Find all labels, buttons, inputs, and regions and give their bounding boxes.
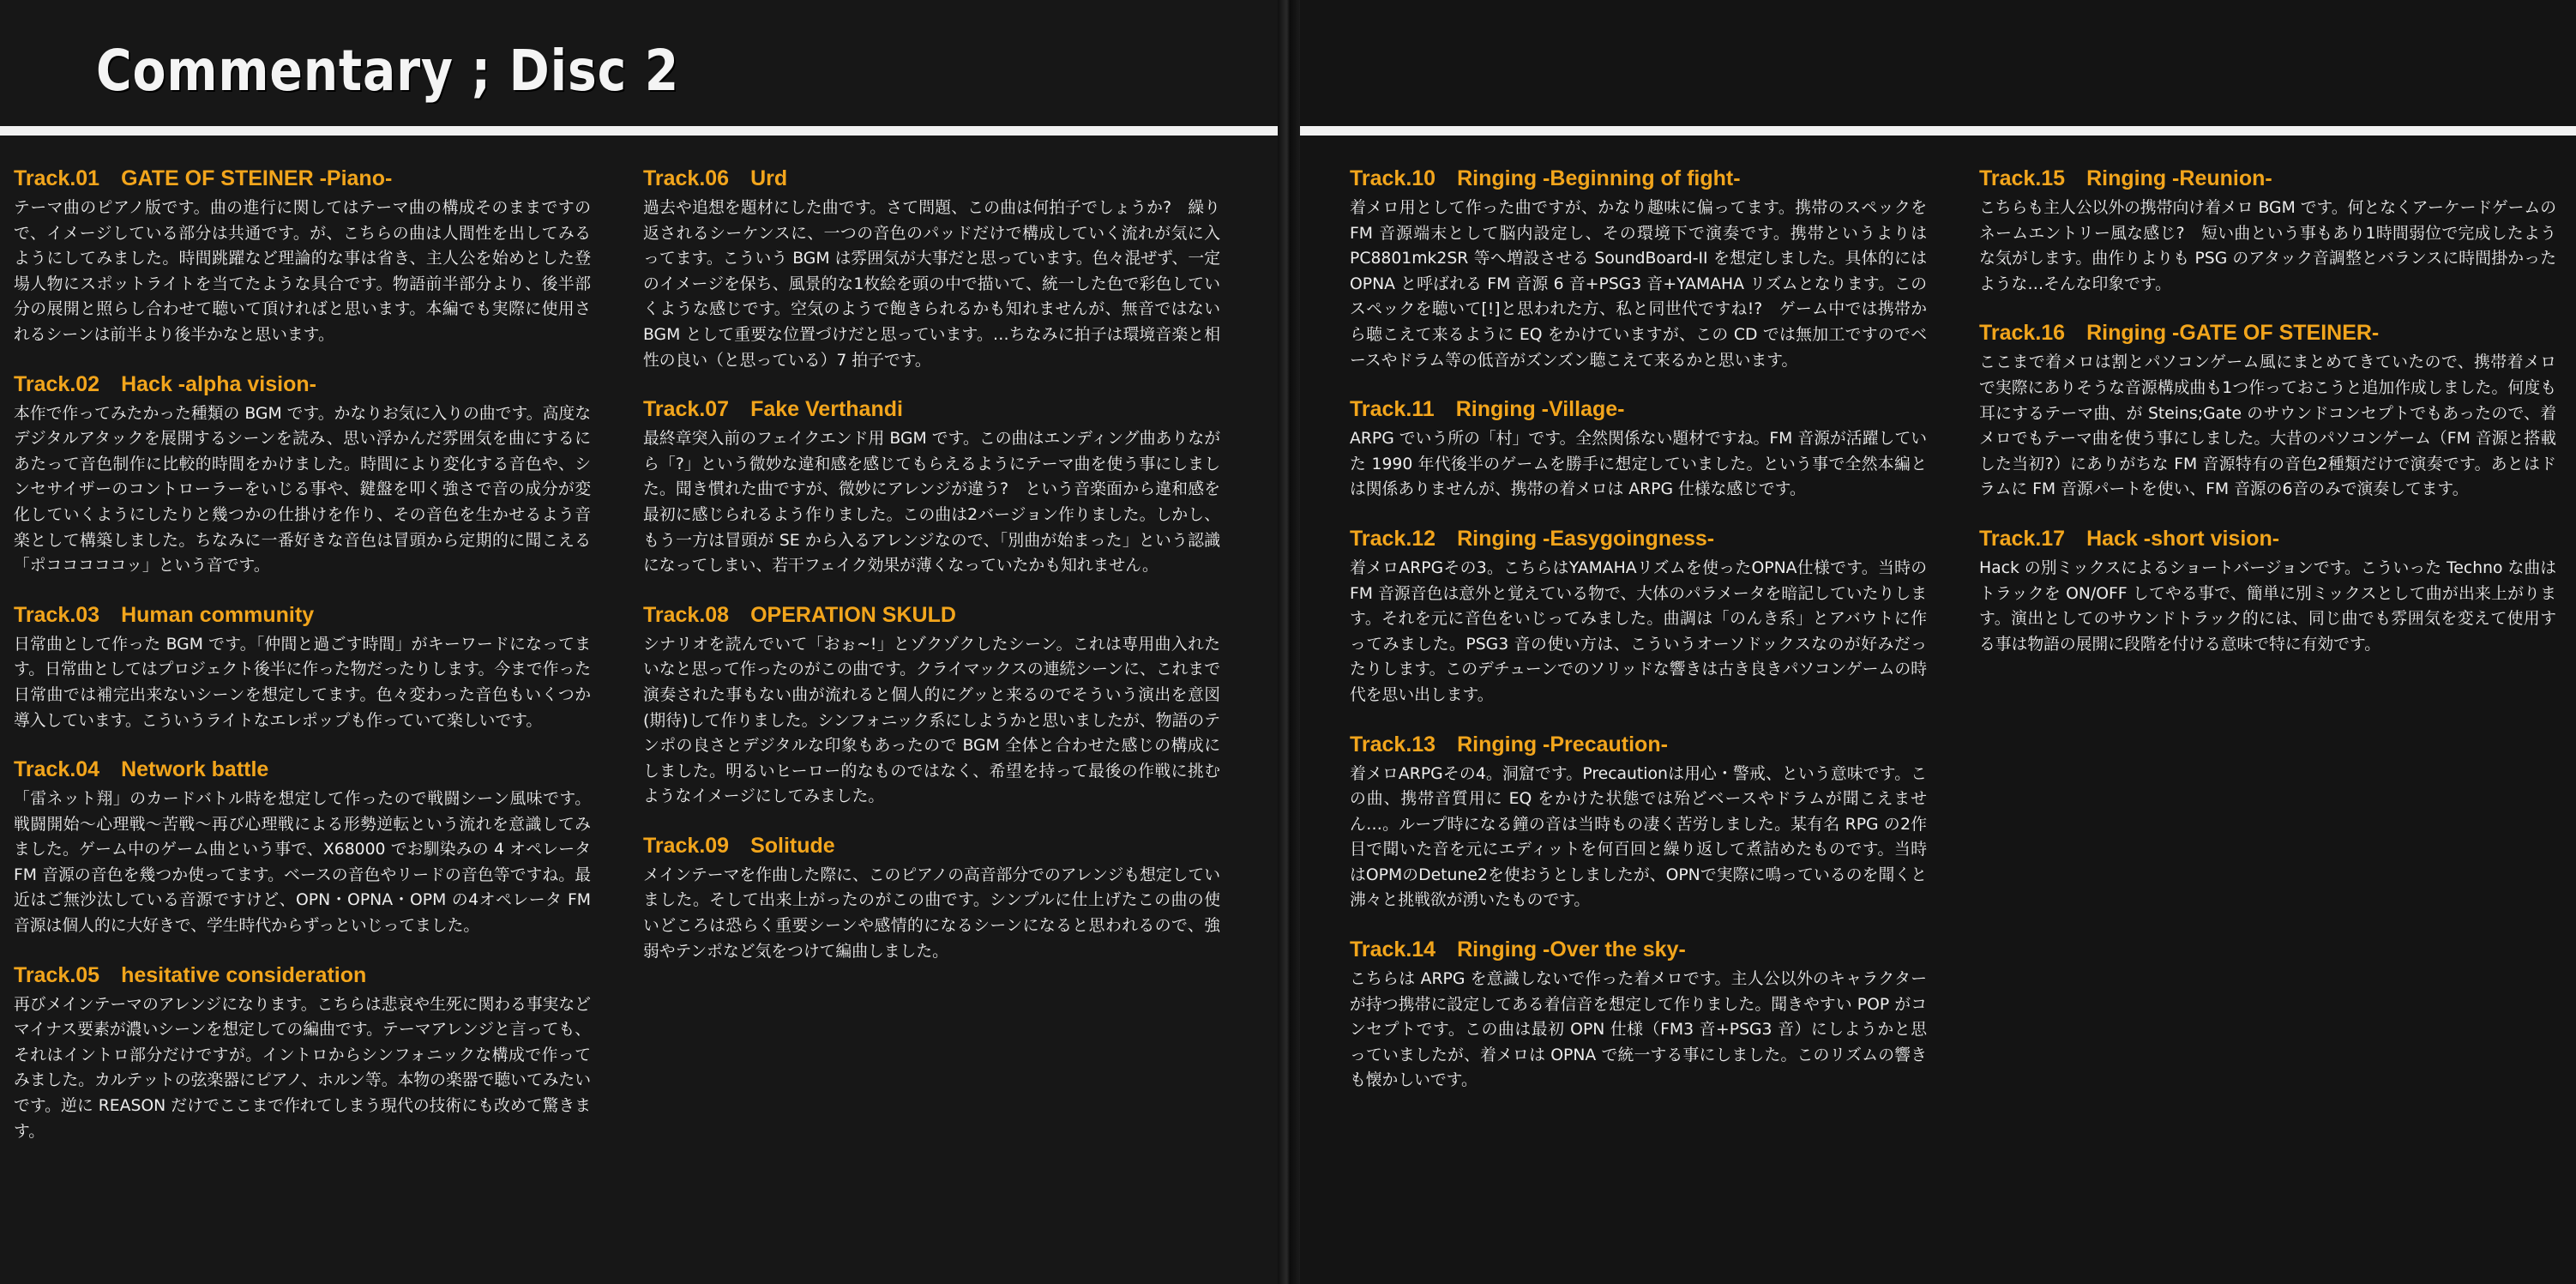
column-1 (14, 165, 591, 1166)
header-rule-right (1300, 126, 2576, 136)
column-4 (1979, 165, 2556, 679)
track-title: Track.03 Human community (14, 602, 315, 627)
track-title: Track.05 hesitative consideration (14, 962, 367, 987)
track-title: Track.09 Solitude (643, 833, 835, 858)
page-title: Commentary ; Disc 2 (96, 38, 680, 104)
track-commentary: メインテーマを作曲した際に、このピアノの高音部分でのアレンジも想定していました。そして出来上がったのがこの曲です。シンプルに仕上げたこの曲の使いどころは恐らく重要シーンや感情的になるシーンになると思われるので、強弱やテンポなど気をつけて編曲しました。 (643, 865, 1220, 961)
track-commentary: 着メロ用として作った曲ですが、かなり趣味に偏ってます。携帯のスペックを FM 音源端末として脳内設定し、その環境下で演奏です。携帯というよりは PC8801mk2SR 等へ増設させる SoundBoard-II を想定しました。具体的には OPNA と呼ばれる FM 音源 6 音+PSG3 音+YAMAHA リズムとなります。このスペックを聴いて[!]と思われた方、私と同世代ですね!? ゲーム中では携帯から聴こえて来るように EQ をかけていますが、この CD では無加工ですのでベースやドラム等の低音がズンズン聴こえて来るかと思います。 (1350, 199, 1927, 370)
track-04 (14, 756, 591, 939)
track-commentary: 過去や追想を題材にした曲です。さて問題、この曲は何拍子でしょうか? 繰り返されるシーケンスに、一つの音色のパッドだけで構成していく流れが気に入ってます。こういう BGM は雰囲気が大事だと思っています。色々混ぜず、一定のイメージを保ち、風景的な1枚絵を頭の中で描いて、統一した色で彩色していくような感じです。空気のようで飽きられるかも知れませんが、無音ではない BGM として重要な位置づけだと思っています。…ちなみに拍子は環境音楽と相性の良い（と思っている）7 拍子です。 (643, 199, 1220, 370)
track-15 (1979, 165, 2556, 297)
track-title: Track.12 Ringing -Easygoingness- (1350, 526, 1715, 551)
track-commentary: テーマ曲のピアノ版です。曲の進行に関してはテーマ曲の構成そのままですので、イメージしている部分は共通です。が、こちらの曲は人間性を出してみるようにしてみました。時間跳躍など理論的な事は省き、主人公を始めとした登場人物にスポットライトを当てたような具合です。物語前半部分より、後半部分の展開と照らし合わせて聴いて頂ければと思います。本編でも実際に使用されるシーンは前半より後半かなと思います。 (14, 199, 591, 344)
track-title: Track.06 Urd (643, 166, 788, 190)
track-14 (1350, 936, 1927, 1094)
track-commentary: ARPG でいう所の「村」です。全然関係ない題材ですね。FM 音源が活躍していた 1990 年代後半のゲームを勝手に想定していました。という事で全然本編とは関係ありませんが、携帯の着メロは ARPG 仕様な感じです。 (1350, 430, 1927, 499)
track-06 (643, 165, 1220, 373)
track-title: Track.04 Network battle (14, 757, 269, 782)
track-title: Track.16 Ringing -GATE OF STEINER- (1979, 321, 2380, 346)
track-commentary: 本作で作ってみたかった種類の BGM です。かなりお気に入りの曲です。高度なデジタルアタックを展開するシーンを読み、思い浮かんだ雰囲気を曲にするにあたって音色制作に比較的時間をかけました。時間により変化する音色や、シンセサイザーのコントローラーをいじる事や、鍵盤を叩く強さで音の成分が変化していくようにしたりと幾つかの仕掛けを作り、その音色を生かせるよう音楽として構築しました。ちなみに一番好きな音色は冒頭から定期的に聞こえる「ポコココココッ」という音です。 (14, 404, 591, 576)
track-commentary: 再びメインテーマのアレンジになります。こちらは悲哀や生死に関わる事実などマイナス要素が濃いシーンを想定しての編曲です。テーマアレンジと言っても、それはイントロ部分だけですが。イントロからシンフォニックな構成で作ってみました。カルテットの弦楽器にピアノ、ホルン等。本物の楽器で聴いてみたいです。逆に REASON だけでここまで作れてしまう現代の技術にも改めて驚きます。 (14, 995, 591, 1141)
track-10 (1350, 165, 1927, 373)
track-commentary: 最終章突入前のフェイクエンド用 BGM です。この曲はエンディング曲ありながら「?」という微妙な違和感を感じてもらえるようにテーマ曲を使う事にしました。聞き慣れた曲ですが、微妙にアレンジが違う? という音楽面から違和感を最初に感じられるよう作りました。この曲は2バージョン作りました。しかし、もう一方は冒頭が SE から入るアレンジなので、「別曲が始まった」という認識になってしまい、若干フェイク効果が薄くなっていたかも知れません。 (643, 430, 1220, 576)
track-title: Track.08 OPERATION SKULD (643, 602, 956, 627)
track-13 (1350, 731, 1927, 914)
track-commentary: 着メロARPGその4。洞窟です。Precautionは用心・警戒、という意味です。この曲、携帯音質用に EQ をかけた状態では殆どベースやドラムが聞こえません…。ループ時になる鐘の音は当時もの凄く苦労しました。某有名 RPG の2作目で聞いた音を元にエディットを何百回と繰り返して煮詰めたものです。当時はOPMのDetune2を使おうとしましたが、OPNで実際に鳴っているのを聞くと沸々と挑戦欲が湧いたものです。 (1350, 764, 1927, 910)
track-title: Track.15 Ringing -Reunion- (1979, 166, 2272, 190)
track-commentary: 着メロARPGその3。こちらはYAMAHAリズムを使ったOPNA仕様です。当時の FM 音源音色は意外と覚えている物で、大体のパラメータを暗記していたりします。それを元に音色をいじってみました。曲調は「のんき系」とアバウトに作ってみました。PSG3 音の使い方は、こういうオーソドックスなのが好みだったりします。このデチューンでのソリッドな響きは古き良きパソコンゲームの時代を思い出します。 (1350, 558, 1927, 704)
track-07 (643, 395, 1220, 579)
track-title: Track.13 Ringing -Precaution- (1350, 732, 1668, 757)
track-commentary: 日常曲として作った BGM です。「仲間と過ごす時間」がキーワードになってます。日常曲としてはプロジェクト後半に作った物だったりします。今まで作った日常曲では補完出来ないシーンを想定してます。色々変わった音色もいくつか導入しています。こういうライトなエレポップも作っていて楽しいです。 (14, 635, 591, 730)
track-12 (1350, 525, 1927, 708)
track-17 (1979, 525, 2556, 657)
column-3 (1350, 165, 1927, 1116)
track-title: Track.10 Ringing -Beginning of fight- (1350, 166, 1741, 190)
track-title: Track.11 Ringing -Village- (1350, 397, 1625, 422)
track-commentary: シナリオを読んでいて「おぉ~!」とゾクゾクしたシーン。これは専用曲入れたいなと思って作ったのがこの曲です。クライマックスの連続シーンに、これまで演奏された事もない曲が流れると個人的にグッと来るのでそういう演出を意図(期待)して作りました。シンフォニック系にしようかと思いましたが、物語のテンポの良さとデジタルな印象もあったので BGM 全体と合わせた感じの構成にしました。明るいヒーロー的なものではなく、希望を持って最後の作戦に挑むようなイメージにしてみました。 (643, 635, 1220, 806)
header-rule-left (0, 126, 1278, 136)
track-05 (14, 961, 591, 1145)
column-2 (643, 165, 1220, 986)
track-title: Track.07 Fake Verthandi (643, 397, 903, 422)
track-title: Track.02 Hack -alpha vision- (14, 371, 316, 396)
track-03 (14, 601, 591, 733)
booklet-fold (1278, 0, 1300, 1284)
track-title: Track.17 Hack -short vision- (1979, 526, 2280, 551)
track-08 (643, 601, 1220, 810)
track-09 (643, 832, 1220, 964)
track-16 (1979, 319, 2556, 503)
track-commentary: ここまで着メロは割とパソコンゲーム風にまとめてきていたので、携帯着メロで実際にありそうな音源構成曲も1つ作っておこうと追加作成しました。何度も耳にするテーマ曲、が Steins;Gate のサウンドコンセプトでもあったので、着メロでもテーマ曲を使う事にしました。大昔のパソコンゲーム（FM 音源と搭載した当初?）にありがちな FM 音源特有の音色2種類だけで演奏です。あとはドラムに FM 音源パートを使い、FM 音源の6音のみで演奏してます。 (1979, 353, 2556, 499)
track-commentary: Hack の別ミックスによるショートバージョンです。こういった Techno な曲はトラックを ON/OFF してやる事で、簡単に別ミックスとして曲が出来上がります。演出としてのサウンドトラック的には、同じ曲でも雰囲気を変えて使用する事は物語の展開に段階を付ける意味で特に有効です。 (1979, 558, 2556, 654)
track-commentary: こちらも主人公以外の携帯向け着メロ BGM です。何となくアーケードゲームのネームエントリー風な感じ? 短い曲という事もあり1時間弱位で完成したような気がします。曲作りよりも PSG のアタック音調整とバランスに時間掛かったような…そんな印象です。 (1979, 199, 2556, 293)
track-02 (14, 371, 591, 579)
track-commentary: 「雷ネット翔」のカードバトル時を想定して作ったので戦闘シーン風味です。戦闘開始～心理戦～苦戦～再び心理戦による形勢逆転という流れを意識してみました。ゲーム中のゲーム曲という事で、X68000 でお馴染みの 4 オペレータ FM 音源の音色を幾つか使ってます。ベースの音色やリードの音色等ですね。最近はご無沙汰している音源ですけど、OPN・OPNA・OPM の4オペレータ FM 音源は個人的に大好きで、学生時代からずっといじってました。 (14, 790, 591, 936)
track-commentary: こちらは ARPG を意識しないで作った着メロです。主人公以外のキャラクターが持つ携帯に設定してある着信音を想定して作りました。聞きやすい POP がコンセプトです。この曲は最初 OPN 仕様（FM3 音+PSG3 音）にしようかと思っていましたが、着メロは OPNA で統一する事にしました。このリズムの響きも懐かしいです。 (1350, 970, 1927, 1090)
track-11 (1350, 395, 1927, 503)
track-title: Track.14 Ringing -Over the sky- (1350, 937, 1686, 962)
track-title: Track.01 GATE OF STEINER -Piano- (14, 166, 393, 190)
track-01 (14, 165, 591, 348)
